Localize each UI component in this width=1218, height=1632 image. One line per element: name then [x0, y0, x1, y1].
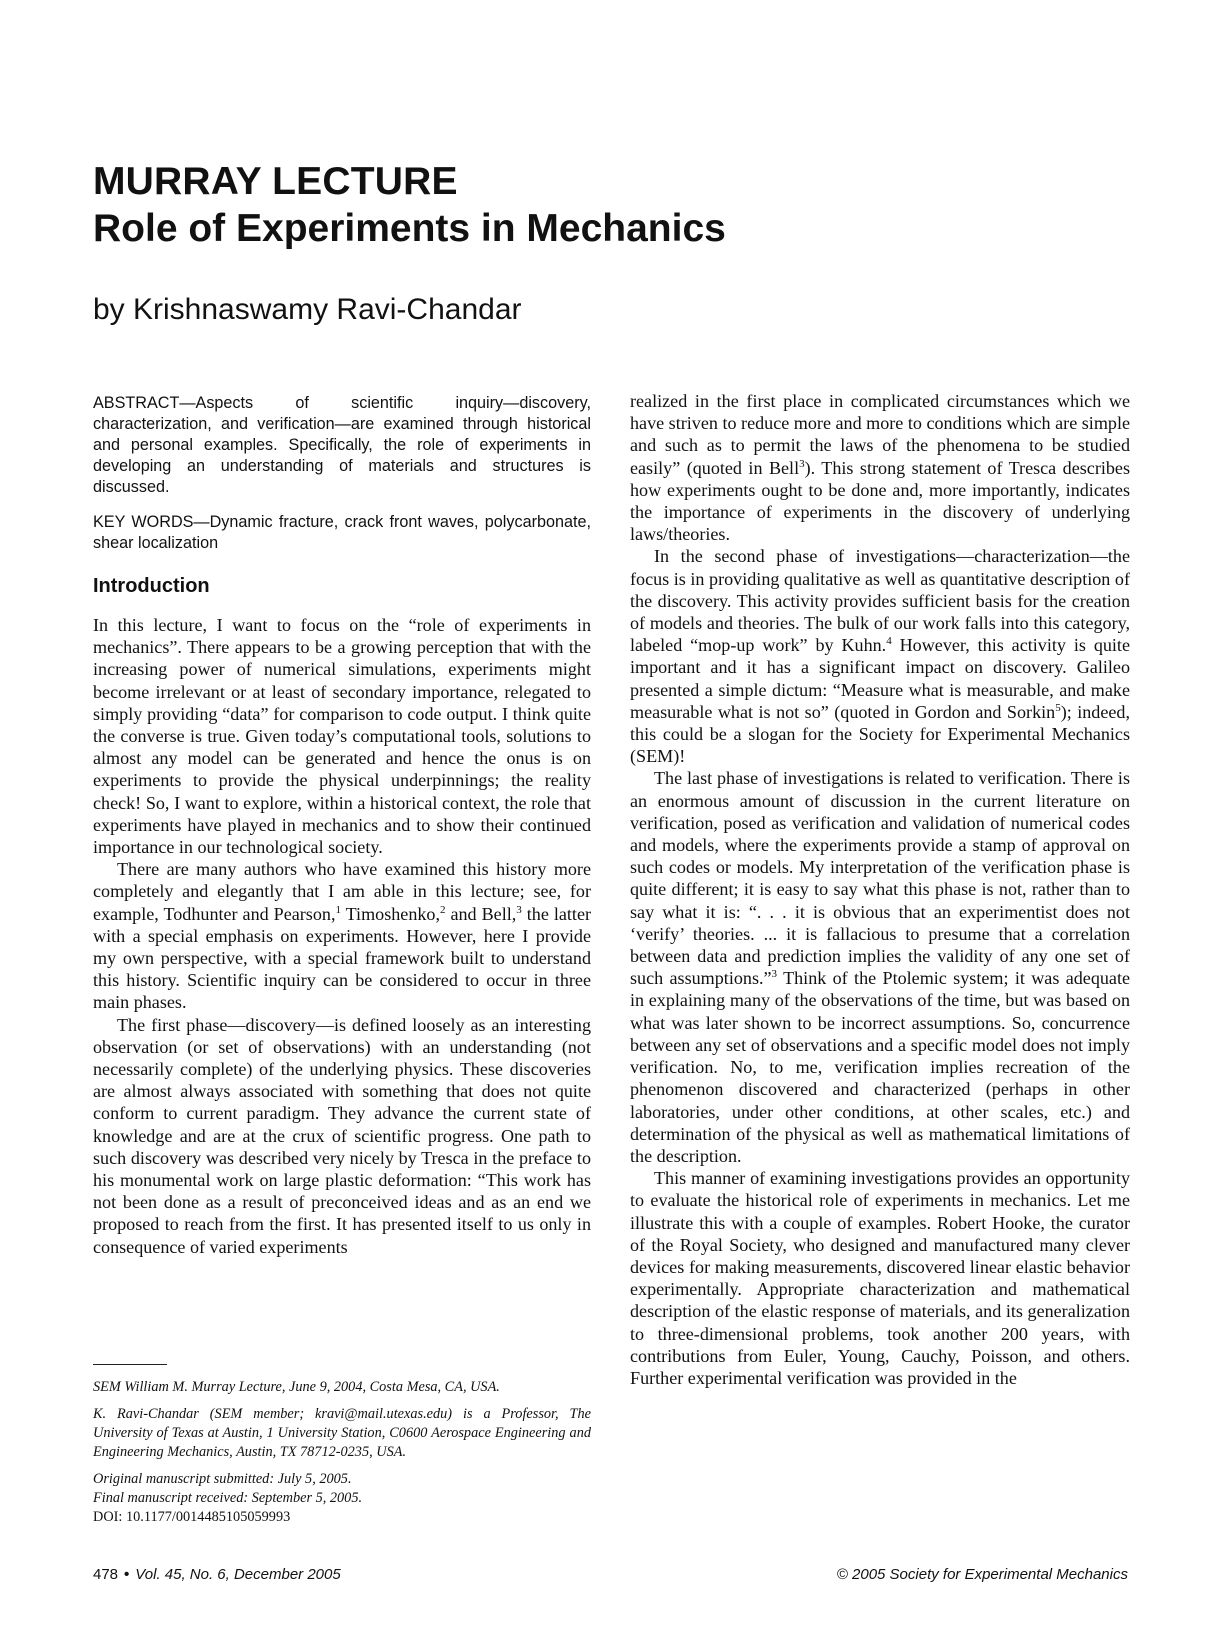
citation-ref: 3 — [516, 903, 522, 916]
intro-paragraph-1: In this lecture, I want to focus on the “role of experiments in mechanics”. There appears to be a growing perception that with the increasing power of numerical simulations, experiments might become irrelevant or at least of secondary importance, relegated to simply providing “data” for comparison to code output. I think quite the converse is true. Given today’s computational tools, solutions to almost any model can be generated and hence the onus is on experiments to provide the physical underpinnings; the reality check! So, I want to explore, within a historical context, the role that experiments have played in mechanics and to show their continued importance in our technological society. — [93, 615, 591, 858]
section-heading-introduction: Introduction — [93, 575, 210, 597]
footnote-lecture: SEM William M. Murray Lecture, June 9, 2004, Costa Mesa, CA, USA. — [93, 1379, 500, 1395]
citation-ref: 5 — [1055, 701, 1061, 714]
author-byline: by Krishnaswamy Ravi-Chandar — [93, 293, 522, 326]
copyright-notice: © 2005 Society for Experimental Mechanics — [836, 1566, 1128, 1583]
right-column — [630, 390, 1130, 1389]
journal-volume: Vol. 45, No. 6, December 2005 — [135, 1566, 341, 1583]
citation-ref: 4 — [886, 635, 892, 648]
right-paragraph-4: This manner of examining investigations provides an opportunity to evaluate the historical role of experiments in mechanics. Let me illustrate this with a couple of examples. Robert Hooke, the curator of the Royal Society, who designed and manufactured many clever devices for making measurements, discovered linear elastic behavior experimentally. Appropriate characterization and mathematical description of the elastic response of materials, and its generalization to three-dimensional problems, took another 200 years, with contributions from Euler, Young, Cauchy, Poisson, and others. Further experimental verification was provided in the — [630, 1168, 1130, 1388]
article-series-title: MURRAY LECTURE — [93, 160, 458, 203]
citation-ref: 3 — [771, 968, 778, 981]
footnote-author: K. Ravi-Chandar (SEM member; kravi@mail.utexas.edu) is a Professor, The University of Texas at Austin, 1 University Station, C0600 Aerospace Engineering and Engineering Mechanics, Austin, TX 78712-0235, USA. — [93, 1406, 591, 1460]
citation-ref: 2 — [440, 903, 446, 916]
citation-ref: 3 — [799, 457, 805, 470]
right-paragraph-1: realized in the first place in complicated circumstances which we have striven to reduce more and more to conditions which are simple and such as to permit the laws of the phenomena to be studied easily” (quoted in Bell$^3$). This strong statement of Tresca describes how experiments ought to be done and, more importantly, indicates the importance of experiments in the discovery of underlying laws/theories. — [630, 391, 1130, 545]
page-number: 478 — [93, 1566, 119, 1583]
abstract: ABSTRACT—Aspects of scientific inquiry—discovery, characterization, and verification—are examined through historical and personal examples. Specifically, the role of experiments in developing an understanding of materials and structures is discussed. — [93, 394, 591, 496]
right-paragraph-3: The last phase of investigations is related to verification. There is an enormous amount of discussion in the current literature on verification, posed as verification and validation of numerical codes and models, where the experiments provide a stamp of approval on such codes or models. My interpretation of the verification phase is quite different; it is easy to say what this phase is not, rather than to say what it is: “. . . it is obvious that an experimentist does not ‘verify’ theories. ... it is fallacious to presume that a correlation between data and prediction implies the validity of any one set of such assumptions.”$^3$ Think of the Ptolemic system; it was adequate in explaining many of the observations of the time, but was based on what was later shown to be incorrect assumptions. So, concurrence between any set of observations and a specific model does not imply verification. No, to me, verification implies recreation of the phenomenon discovered and characterized (perhaps in other laboratories, under other conditions, at other scales, etc.) and determination of the physical as well as mathematical limitations of the description. — [630, 768, 1131, 1166]
footnote-submitted: Original manuscript submitted: July 5, 2005. — [93, 1471, 352, 1487]
footnotes — [93, 1378, 591, 1527]
intro-paragraph-2: There are many authors who have examined this history more completely and elegantly that I am able in this lecture; see, for example, Todhunter and Pearson,$^1$ Timoshenko,$^2$ and Bell,$^3$ the latter with a special emphasis on experiments. However, here I provide my own perspective, with a special framework built to understand this history. Scientific inquiry can be considered to occur in three main phases. — [93, 859, 592, 1013]
intro-paragraph-3: The first phase—discovery—is defined loosely as an interesting observation (or set of observations) with an understanding (not necessarily complete) of the underlying physics. These discoveries are almost always associated with something that does not quite conform to current paradigm. They advance the current state of knowledge and are at the crux of scientific progress. One path to such discovery was described very nicely by Tresca in the preface to his monumental work on large plastic deformation: “This work has not been done as a result of preconceived ideas and as an end we proposed to reach from the first. It has presented itself to us only in consequence of varied experiments — [93, 1014, 591, 1257]
bullet-separator: • — [124, 1566, 130, 1583]
right-paragraph-2: In the second phase of investigations—characterization—the focus is in providing qualitative as well as quantitative description of the discovery. This activity provides sufficient basis for the creation of models and theories. The bulk of our work falls into this category, labeled “mop-up work” by Kuhn.$^4$ However, this activity is quite important and it has a significant impact on discovery. Galileo presented a simple dictum: “Measure what is measurable, and make measurable what is not so” (quoted in Gordon and Sorkin$^5$); indeed, this could be a slogan for the Society for Experimental Mechanics (SEM)! — [630, 546, 1130, 767]
footnote-divider — [93, 1364, 167, 1365]
left-column — [93, 393, 591, 1258]
article-title: Role of Experiments in Mechanics — [93, 207, 726, 250]
footnote-received: Final manuscript received: September 5, 2005. — [93, 1490, 363, 1506]
footnote-doi: DOI: 10.1177/0014485105059993 — [93, 1509, 291, 1525]
citation-ref: 1 — [335, 903, 341, 916]
keywords: KEY WORDS—Dynamic fracture, crack front waves, polycarbonate, shear localization — [93, 513, 591, 552]
page-footer-left — [93, 1566, 341, 1583]
